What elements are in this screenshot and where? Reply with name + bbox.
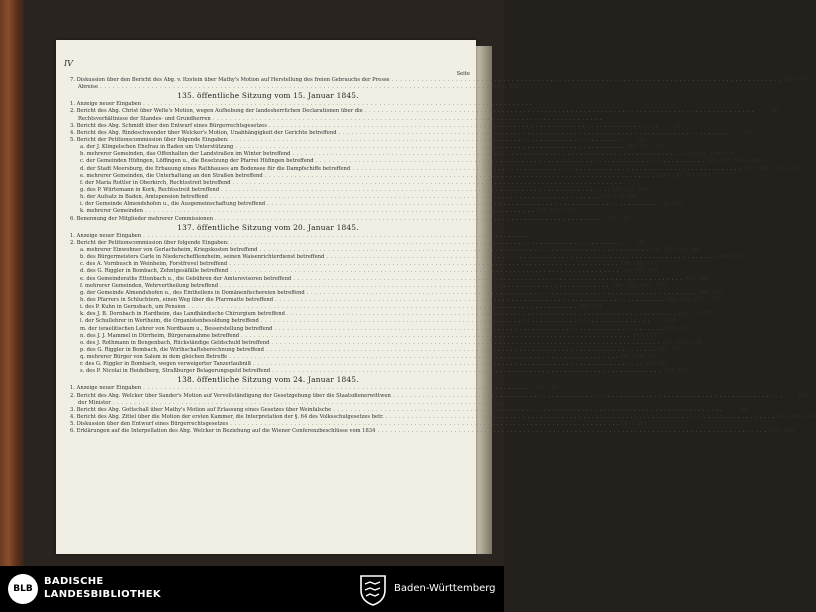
toc-entry-text xyxy=(66,101,141,108)
toc-entry-number: 7. xyxy=(70,77,75,83)
toc-entry xyxy=(66,428,795,435)
toc-entry xyxy=(66,144,666,151)
toc-entry-text xyxy=(66,354,227,361)
document-page xyxy=(56,40,816,554)
toc-entry-text xyxy=(66,123,267,130)
toc-entry-title: des Gemeinderaths Ettenbach u., die Gebühren der Amtsrevisoren betreffend xyxy=(86,275,292,282)
toc-page-ref: 156. 168 xyxy=(685,275,709,282)
toc-entry-text xyxy=(66,290,305,297)
toc-entry-text xyxy=(66,340,269,347)
toc-page-ref: 135. 149. 150 xyxy=(600,194,638,201)
toc-entry xyxy=(66,304,603,311)
toc-entry-number: 2. xyxy=(70,108,75,115)
toc-entry xyxy=(66,275,709,283)
toc-entry-text xyxy=(66,180,231,187)
toc-page-ref: 123. 136. 138 – 143 xyxy=(683,151,736,158)
toc-entry xyxy=(66,233,470,240)
toc-page-ref: 156 – 162. 168 – 172 xyxy=(611,282,666,289)
toc-entry-number: k. xyxy=(80,311,85,318)
dot-leader xyxy=(391,393,784,400)
dot-leader xyxy=(213,216,606,223)
toc-entry-title: Erklärungen auf die Interpellation des Abg. Welcker in Beziehung auf die Wiener Conferenzbeschlüsse vom 1834 xyxy=(76,428,376,435)
dot-leader xyxy=(267,123,660,130)
toc-entry-text xyxy=(66,216,213,223)
toc-page-ref: 184 xyxy=(738,406,749,413)
state-emblem-icon xyxy=(358,572,388,606)
session-heading: 135. öffentliche Sitzung vom 15. Januar 1845. xyxy=(177,91,359,101)
library-name-line1: BADISCHE xyxy=(44,576,104,587)
toc-page-ref: 187 – 205 xyxy=(621,421,647,428)
toc-page-ref: 156. 166 xyxy=(718,254,742,261)
toc-entry-number: i. xyxy=(80,304,84,311)
toc-entry-title: Bericht des Abg. Rindeschwender über Welcker's Motion, Unabhängigkeit der Gerichte betreffend xyxy=(76,129,337,136)
toc-entry-title: Bericht der Petitionscommission über folgende Eingaben: xyxy=(76,239,229,246)
dot-leader xyxy=(331,407,724,414)
toc-page-ref: 156. 167. 168 xyxy=(621,268,658,275)
toc-page-ref xyxy=(624,180,648,187)
toc-page-ref: 163. 177 xyxy=(632,332,657,339)
toc-entry-number: h. xyxy=(80,296,85,303)
toc-entry-text xyxy=(66,130,337,137)
toc-entry xyxy=(66,77,807,84)
toc-entry-text xyxy=(66,428,375,435)
toc-entry xyxy=(66,116,470,123)
dot-leader xyxy=(263,173,656,180)
toc-entry-title: der Stadt Meersburg, die Erbauung eines Rathhauses am Bodensee für die Dampfschiffe betreffend xyxy=(86,165,351,172)
toc-entry-title: Bericht des Abg. Christ über Welte's Motion, wegen Aufhebung der landesherrlichen Declarationen über die xyxy=(76,108,363,115)
toc-entry xyxy=(66,201,683,208)
dot-leader xyxy=(390,77,783,84)
dot-leader xyxy=(259,318,652,325)
toc-entry-text xyxy=(66,311,285,318)
toc-entry xyxy=(66,254,742,261)
library-name xyxy=(44,575,161,601)
toc-entry-text xyxy=(66,368,270,375)
toc-page-ref: 135. 150 xyxy=(658,201,683,208)
toc-entry-title: mehrerer Gemeinden, das Offenhalten der Landstraßen im Winter betreffend xyxy=(86,151,291,158)
toc-entry xyxy=(66,151,736,158)
toc-entry-title: Bericht des Abg. Gottschall über Mathy's Motion auf Erlassung eines Gesetzes über Weinfalsche xyxy=(76,406,332,413)
toc-entry-title: des Bürgermeisters Carle in Niederschefflenzheim, seinen Waisenrichterdienst betreffend xyxy=(86,254,325,261)
toc-entry-text xyxy=(66,407,331,414)
toc-entry xyxy=(66,101,470,108)
dot-leader xyxy=(111,400,504,407)
toc-page-ref: 121 xyxy=(743,129,754,136)
toc-entry xyxy=(66,180,470,187)
toc-entry-number: 1. xyxy=(70,385,75,392)
toc-entry-text xyxy=(66,137,229,144)
toc-page-ref: 134. 135. 149 xyxy=(612,186,649,193)
toc-entry xyxy=(66,339,702,347)
toc-entry-text xyxy=(66,247,257,254)
toc-entry xyxy=(66,392,808,400)
toc-entry-number: i. xyxy=(80,201,84,208)
toc-entry-text xyxy=(66,116,211,123)
toc-entry-text xyxy=(66,304,186,311)
dot-leader xyxy=(324,254,717,261)
toc-entry-number: k. xyxy=(80,208,85,215)
session-heading: 138. öffentliche Sitzung vom 24. Januar 1845. xyxy=(177,375,359,385)
toc-entry-text xyxy=(66,297,273,304)
toc-entry-text xyxy=(66,385,141,392)
page-number: IV xyxy=(64,59,73,68)
toc-entry-title: mehrerer Bürger von Salem in dem gleichen Betreffe xyxy=(86,354,228,361)
toc-entry-title: Bericht des Abg. Zittel über die Motion der ersten Kammer, die Interpretation der §. 64 des Volksschulgesetzes betr. xyxy=(76,414,384,421)
toc-entry-text xyxy=(66,208,143,215)
toc-entry xyxy=(66,215,631,223)
toc-entry-title: des G. Riggler in Bombach, die Wirthschaftsberechnung betreffend xyxy=(86,346,264,353)
toc-entry xyxy=(66,194,638,201)
toc-entry-number: c. xyxy=(80,261,85,268)
toc-page-ref: 165. 181 xyxy=(663,368,688,375)
toc-entry-number: 5. xyxy=(70,136,75,143)
toc-entry-number: 2. xyxy=(70,392,75,399)
toc-entry xyxy=(66,165,798,173)
toc-entry-title: der J. Klingelschen Ehefrau in Baden um Unterstützung xyxy=(86,144,234,151)
toc-entry-number: 6. xyxy=(70,428,75,435)
toc-entry-text xyxy=(66,233,141,240)
toc-entry-title: des J. J. Mammel in Dürrheim, Bürgerannahme betreffend xyxy=(86,332,240,339)
toc-entry xyxy=(66,158,762,165)
toc-entry-number: a. xyxy=(80,246,85,253)
toc-entry xyxy=(66,186,649,194)
toc-page-ref: 121 xyxy=(673,122,684,129)
page-column-label: Seite xyxy=(456,71,470,77)
toc-entry-number: d. xyxy=(80,268,85,275)
dot-leader xyxy=(211,116,604,123)
toc-entry xyxy=(66,261,657,268)
toc-entry-text xyxy=(66,421,228,428)
toc-entry-title: des G. Riggler in Bombach, wegen verweigerter Tanzerlaubniß xyxy=(85,361,252,368)
dot-leader xyxy=(257,247,650,254)
toc-entry-text xyxy=(66,151,291,158)
toc-entry xyxy=(66,325,690,333)
toc-page-ref: 162. 172 xyxy=(698,289,722,296)
dot-leader xyxy=(314,158,707,165)
toc-entry-title: der Gemeinden Hüfingen, Löffingen u., die Besetzung der Pfarrei Hüfingen betreffend xyxy=(86,158,314,165)
toc-page-ref: 184. 210 – 214 xyxy=(776,414,816,421)
toc-entry-number: 6. xyxy=(70,215,75,222)
toc-entry-text xyxy=(66,240,229,247)
toc-entry-title: Diskussion über den Entwurf eines Bürgerrechtsgesetzes xyxy=(76,421,229,428)
dot-leader xyxy=(375,428,768,435)
dot-leader xyxy=(350,166,743,173)
toc-page-ref: 176 xyxy=(665,318,676,325)
toc-entry-text xyxy=(66,361,251,368)
toc-page-ref: 121 xyxy=(769,108,780,115)
toc-entry-title: des P. Kuhn in Gernsbach, um Pension xyxy=(84,304,186,311)
toc-entry-number: g. xyxy=(80,186,85,193)
dot-leader xyxy=(291,151,684,158)
toc-entry-number: 4. xyxy=(70,414,75,421)
toc-entry-title: Anzeige neuer Eingaben xyxy=(76,101,142,108)
toc-entry-text xyxy=(66,347,264,354)
toc-entry-text xyxy=(66,166,350,173)
toc-entry xyxy=(66,318,676,325)
dot-leader xyxy=(143,208,536,215)
toc-page-ref: 155 xyxy=(635,239,646,246)
toc-page-ref: 184 xyxy=(797,392,808,399)
toc-page-ref: 163. 175. 176 xyxy=(677,311,715,318)
toc-page-ref: 183. 184 xyxy=(534,385,559,392)
toc-entry-title: mehrerer Gemeinden xyxy=(86,208,143,215)
toc-entry-title: Anzeige neuer Eingaben xyxy=(76,385,142,392)
toc-entry xyxy=(66,311,715,318)
toc-page-ref xyxy=(534,101,558,108)
toc-page-ref xyxy=(604,116,628,123)
toc-entry-title: des J. B. Dornbach in Hardheim, das Landhändische Chirurgium betreffend xyxy=(86,311,285,318)
dot-leader xyxy=(219,187,612,194)
toc-entry-text xyxy=(66,400,111,407)
toc-entry-number: a. xyxy=(80,144,85,151)
toc-entry xyxy=(66,208,575,215)
toc-entry xyxy=(66,239,646,247)
toc-entry xyxy=(66,361,669,368)
toc-page-ref xyxy=(504,400,528,407)
toc-entry-text xyxy=(66,84,98,91)
dot-leader xyxy=(141,385,534,392)
toc-page-ref: 163. 177 xyxy=(666,325,690,332)
toc-entry-text xyxy=(66,194,208,201)
toc-entry xyxy=(66,385,559,392)
toc-page-ref: 123. 127. 143 u. 144 xyxy=(706,158,762,165)
toc-entry xyxy=(66,289,722,297)
toc-entry-number: e. xyxy=(80,275,85,282)
toc-page-ref: 129 – 134. 147 – 149 xyxy=(655,172,711,179)
toc-entry-number: 3. xyxy=(70,406,75,413)
toc-entry xyxy=(66,354,657,361)
toc-entry xyxy=(66,368,688,375)
toc-page-ref: 162. 163. 173 – 175 xyxy=(666,296,719,303)
dot-leader xyxy=(233,144,626,151)
toc-entry-title: des G. Riggler in Bombach, Zehntgesäfälle betreffend xyxy=(86,268,229,275)
toc-entry-number: n. xyxy=(80,332,85,339)
toc-entry-title: Anzeige neuer Eingaben xyxy=(76,232,142,239)
toc-entry-text xyxy=(66,318,259,325)
toc-page-ref xyxy=(534,233,558,240)
dot-leader xyxy=(285,311,678,318)
dot-leader xyxy=(251,361,644,368)
toc-entry xyxy=(66,346,681,354)
dot-leader xyxy=(264,347,657,354)
dot-leader xyxy=(272,326,665,333)
toc-entry-number: s. xyxy=(80,368,85,375)
dot-leader xyxy=(231,180,624,187)
dot-leader xyxy=(208,194,601,201)
dot-leader xyxy=(291,276,684,283)
toc-page-ref: 122. 136 – 138 xyxy=(626,144,666,151)
dot-leader xyxy=(98,84,491,91)
toc-page-ref: 121 xyxy=(635,136,646,143)
toc-entry-number: g. xyxy=(80,289,85,296)
toc-entry xyxy=(66,421,647,428)
toc-entry xyxy=(66,296,719,304)
toc-entry-text xyxy=(66,268,228,275)
dot-leader xyxy=(337,130,730,137)
dot-leader xyxy=(239,333,632,340)
dot-leader xyxy=(228,268,621,275)
toc-entry-number: 2. xyxy=(70,239,75,246)
toc-entry-text xyxy=(66,283,218,290)
toc-entry-text xyxy=(66,187,219,194)
dot-leader xyxy=(229,137,622,144)
toc-entry-title: der Gemeinde Almendshofen u., die Ausgemeinschaftung betreffend xyxy=(84,201,266,208)
toc-entry-number: l. xyxy=(80,318,84,325)
toc-entry-text xyxy=(66,414,384,421)
toc-entry-number: 5. xyxy=(70,421,75,428)
toc-entry xyxy=(66,406,749,414)
toc-entry xyxy=(66,246,700,254)
toc-entry-title: Abreise xyxy=(78,84,99,91)
dot-leader xyxy=(186,304,579,311)
toc-entry-number: d. xyxy=(80,165,85,172)
dot-leader xyxy=(228,421,621,428)
toc-entry-number: b. xyxy=(80,254,85,261)
toc-entry-number: e. xyxy=(80,172,85,179)
toc-entry-text xyxy=(66,333,239,340)
toc-entry-number: q. xyxy=(80,354,85,361)
toc-entry-number: p. xyxy=(80,346,85,353)
toc-entry-text xyxy=(66,108,363,115)
toc-entry xyxy=(66,332,657,340)
toc-entry-number: f. xyxy=(80,179,84,186)
toc-entry-number: 4. xyxy=(70,129,75,136)
toc-entry-number: c. xyxy=(80,158,85,165)
session-heading: 137. öffentliche Sitzung vom 20. Januar 1845. xyxy=(177,222,359,232)
table-of-contents xyxy=(66,71,816,435)
toc-entry-number: f. xyxy=(80,282,84,289)
toc-entry-number: r. xyxy=(80,361,84,368)
state-name: Baden-Württemberg xyxy=(394,583,496,594)
toc-entry-title: der Schullehrer in Wertheim, die Organistenbesoldung betreffend xyxy=(84,318,259,325)
toc-entry-title: Bericht der Petitionscommission über folgende Eingaben: xyxy=(76,136,229,143)
toc-entry-text xyxy=(66,254,324,261)
toc-entry-number: m. xyxy=(80,325,87,332)
toc-page-ref: 163 – 165. 178 xyxy=(662,339,702,346)
toc-entry-number: 3. xyxy=(70,122,75,129)
toc-entry-title: Benennung der Mitglieder mehrerer Commissionen xyxy=(76,215,214,222)
toc-page-ref: 135. 150 – 154 xyxy=(535,208,575,215)
toc-entry xyxy=(66,129,754,137)
dot-leader xyxy=(229,240,622,247)
dot-leader xyxy=(218,283,611,290)
toc-entry-title: des J. Rothmann in Bengenbach, Rückständige Geldschuld betreffend xyxy=(86,339,270,346)
toc-entry xyxy=(66,172,711,180)
blb-logo-icon: BLB xyxy=(8,574,38,604)
toc-entry-text xyxy=(66,393,391,400)
toc-entry xyxy=(66,84,520,91)
dot-leader xyxy=(363,108,756,115)
toc-entry-text xyxy=(66,326,272,333)
toc-entry-title: der Gemeinde Almendshofen u., des Eintheilens in Domänenfischereien betreffend xyxy=(86,289,305,296)
toc-entry-text xyxy=(66,201,265,208)
toc-entry-title: des P. Würtemann in Kork, Rechtsstreit betreffend xyxy=(86,186,220,193)
toc-entry xyxy=(66,282,666,290)
toc-entry-number: 1. xyxy=(70,101,75,108)
toc-page-ref: 165. 179. 180 xyxy=(620,354,657,361)
toc-entry-title: der Aufsatz in Baden, Amtspension betreffend xyxy=(86,194,209,201)
toc-entry-title: Rechtsverhältnisse der Standes- und Grundherren xyxy=(78,115,211,122)
toc-entry-number: b. xyxy=(80,151,85,158)
toc-page-ref: 205 – 208 xyxy=(768,428,795,435)
book-binding xyxy=(0,0,24,566)
dot-leader xyxy=(305,290,698,297)
toc-entry xyxy=(66,136,646,144)
toc-entry-title: der Minister xyxy=(78,399,111,406)
toc-entry xyxy=(66,400,470,407)
toc-page-ref: 155. 156. 165. 166 xyxy=(650,246,700,253)
toc-entry-title: des P. Nicolai in Heidelberg, Straßburger Belagerungsgeld betreffend xyxy=(85,368,271,375)
dot-leader xyxy=(273,297,666,304)
toc-entry-number: o. xyxy=(80,339,85,346)
toc-page-ref: 156. 166. 167 xyxy=(620,261,657,268)
toc-entry xyxy=(66,108,780,115)
toc-entry-text xyxy=(66,173,263,180)
toc-page-ref: 127 – 129. 145 – 147 xyxy=(743,165,798,172)
dot-leader xyxy=(227,354,620,361)
toc-page-ref: 135. 136 xyxy=(606,215,631,222)
toc-entry-text xyxy=(66,276,291,283)
toc-entry-title: der Maria Rottler in Oberkirch, Rechtsstreit betreffend xyxy=(85,179,231,186)
toc-entry-title: Bericht des Abg. Schmidt über den Entwurf eines Bürgerrechtsgesetzes xyxy=(76,122,267,129)
toc-page-ref: 165. 180 xyxy=(644,361,669,368)
dot-leader xyxy=(141,233,534,240)
toc-entry-title: mehrerer Gemeinden, Wehrvertheilung betreffend xyxy=(85,282,219,289)
toc-page-ref: 163. 175 xyxy=(579,304,603,311)
toc-entry-title: mehrerer Gemeinden, die Unterhaltung an den Straßen betreffend xyxy=(86,172,263,179)
dot-leader xyxy=(270,368,663,375)
dot-leader xyxy=(384,414,777,421)
dot-leader xyxy=(269,340,662,347)
dot-leader xyxy=(265,201,658,208)
toc-entry-title: Diskussion über den Bericht des Abg. v. Itzstein über Mathy's Motion auf Herstellung des freien Gebrauchs der Presse xyxy=(76,77,390,83)
toc-entry-text xyxy=(66,261,227,268)
toc-entry-title: des Pfarrers in Schluchtern, einen Weg über die Pfarrmatte betreffend xyxy=(86,296,274,303)
toc-entry-title: mehrerer Einwohner von Gerlachsheim, Kriegskosten betreffend xyxy=(86,246,258,253)
toc-page-ref: 118 u. 120 xyxy=(490,84,520,91)
toc-entry-number: 1. xyxy=(70,232,75,239)
toc-entry-title: der israelitischen Lehrer von Nordbaum u., Besserstellung betreffend xyxy=(88,325,273,332)
toc-entry xyxy=(66,122,684,130)
library-name-line2: LANDESBIBLIOTHEK xyxy=(44,589,161,600)
dot-leader xyxy=(141,101,534,108)
toc-entry-title: des A. Vornbusch in Weinheim, Forstfrevel betreffend xyxy=(86,261,228,268)
toc-entry-number: h. xyxy=(80,194,85,201)
dot-leader xyxy=(227,261,620,268)
toc-entry xyxy=(66,268,658,275)
toc-entry-text xyxy=(66,158,314,165)
toc-entry-title: Bericht des Abg. Welcker über Sander's Motion auf Vervollständigung der Gesetzgebung über die Staatsdienerwittwen xyxy=(76,392,391,399)
toc-page-ref: 165. 179 xyxy=(657,346,681,353)
toc-entry xyxy=(66,414,816,421)
toc-entry-text xyxy=(66,77,390,84)
toc-page-ref: 92 – 116 xyxy=(784,77,807,83)
toc-entry-text xyxy=(66,144,233,151)
footer-bar xyxy=(0,566,504,612)
